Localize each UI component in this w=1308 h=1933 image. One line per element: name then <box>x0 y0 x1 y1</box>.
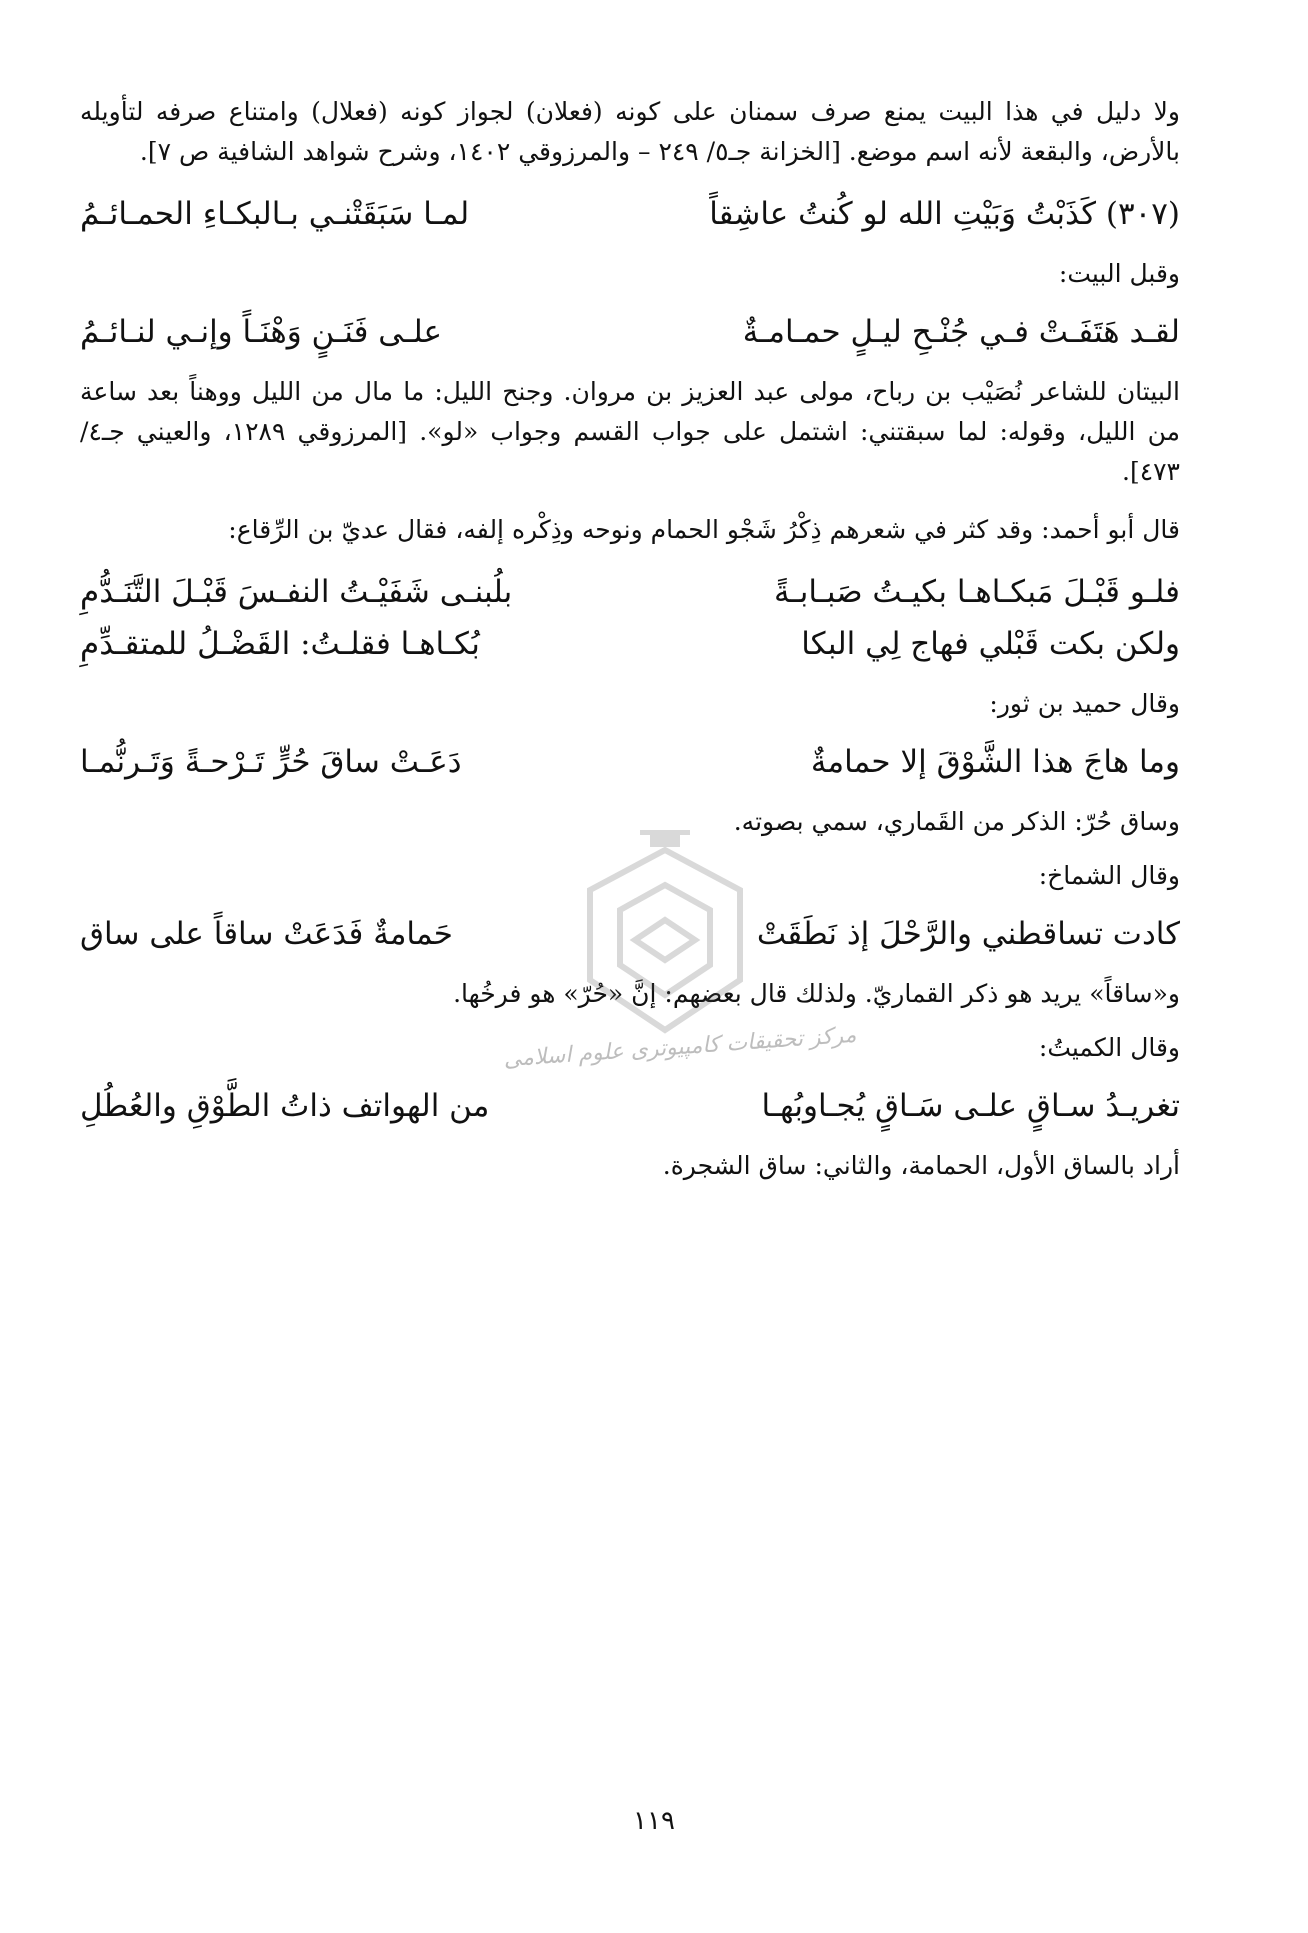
intro-before-verse: وقبل البيت: <box>1058 259 1180 288</box>
paragraph-commentary-sumnan: ولا دليل في هذا البيت يمنع صرف سمنان على كونه (فعلان) لجواز كونه (فعلال) وامتناع صرفه لتأويله بالأرض، والبقعة لأنه اسم موضع. [الخزانة جـ٥/ ٢٤٩ – والمرزوقي ١٤٠٢، وشرح شواهد الشافية ص ٧]. <box>80 97 1180 166</box>
verse-before-second-hemistich: علـى فَنَـنٍ وَهْنَـاً وإنـي لنـائـمُ <box>80 314 442 350</box>
verse-307-second-hemistich: لمـا سَبَقَتْنـي بـالبكـاءِ الحمـائـمُ <box>80 196 470 232</box>
verse-shammakh <box>80 910 1180 958</box>
verse-adi-1 <box>80 568 1180 616</box>
verse-before <box>80 308 1180 356</box>
intro-shammakh: وقال الشماخ: <box>1038 861 1180 890</box>
note-saqan: و«ساقاً» يريد هو ذكر القماريّ. ولذلك قال بعضهم: إنَّ «حُرّ» هو فرخُها. <box>453 979 1180 1008</box>
paragraph-poet-nusayb: البيتان للشاعر نُصَيْب بن رباح، مولى عبد العزيز بن مروان. وجنح الليل: ما مال من الليل ووهناً بعد ساعة من الليل، وقوله: لما سبقتني: اشتمل على جواب القسم وجواب «لو». [المرزوقي ١٢٨٩، والعيني جـ٤/ ٤٧٣]. <box>80 377 1180 486</box>
verse-307-first-hemistich: (٣٠٧) كَذَبْتُ وَبَيْتِ الله لو كُنتُ عاشِقاً <box>709 196 1180 232</box>
intro-kumait: وقال الكميتُ: <box>1038 1033 1180 1062</box>
verse-kumait <box>80 1082 1180 1130</box>
verse-adi-2 <box>80 620 1180 668</box>
verse-kumait-first-hemistich: تغريـدُ سـاقٍ علـى سَـاقٍ يُجـاوبُهـا <box>761 1088 1180 1124</box>
intro-humaid: وقال حميد بن ثور: <box>989 689 1180 718</box>
verse-adi-1-second-hemistich: بلُبنـى شَفَيْـتُ النفـسَ قَبْـلَ التَّنَـدُّمِ <box>80 574 513 610</box>
page-number: ١١٩ <box>633 1806 675 1836</box>
note-saq-meaning: أراد بالساق الأول، الحمامة، والثاني: ساق الشجرة. <box>662 1151 1180 1180</box>
verse-humaid <box>80 738 1180 786</box>
page-body <box>80 92 1180 1200</box>
verse-humaid-first-hemistich: وما هاجَ هذا الشَّوْقَ إلا حمامةٌ <box>810 744 1180 780</box>
verse-shammakh-second-hemistich: حَمامةٌ فَدَعَتْ ساقاً على ساق <box>80 916 453 952</box>
note-saq-hurr: وساق حُرّ: الذكر من القَماري، سمي بصوته. <box>733 807 1180 836</box>
verse-humaid-second-hemistich: دَعَـتْ ساقَ حُرٍّ تَـرْحـةً وَتَـرنُّمـا <box>80 744 462 780</box>
verse-shammakh-first-hemistich: كادت تساقطني والرَّحْلَ إذ نَطَقَتْ <box>756 916 1180 952</box>
watermark-caption: مرکز تحقیقات کامپیوتری علوم اسلامی <box>502 1022 858 1073</box>
verse-adi-1-first-hemistich: فلـو قَبْـلَ مَبكـاهـا بكيـتُ صَبـابـةً <box>774 574 1180 610</box>
verse-adi-2-first-hemistich: ولكن بكت قَبْلي فهاج لِي البكا <box>801 626 1180 662</box>
paragraph-abu-ahmad: قال أبو أحمد: وقد كثر في شعرهم ذِكْرُ شَجْو الحمام ونوحه وذِكْره إلفه، فقال عديّ بن الرِّقاع: <box>228 515 1180 544</box>
verse-before-first-hemistich: لقـد هَتَفَـتْ فـي جُنْـحِ ليـلٍ حمـامـةٌ <box>742 314 1180 350</box>
verse-adi-2-second-hemistich: بُكـاهـا فقلـتُ: القَضْـلُ للمتقـدِّمِ <box>80 626 480 662</box>
verse-307 <box>80 190 1180 238</box>
verse-kumait-second-hemistich: من الهواتف ذاتُ الطَّوْقِ والعُطُلِ <box>80 1088 490 1124</box>
